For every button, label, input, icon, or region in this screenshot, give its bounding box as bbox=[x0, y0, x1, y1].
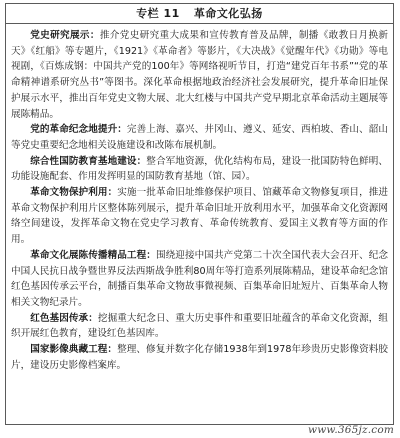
box-content bbox=[11, 28, 388, 373]
paragraph-relics-protection bbox=[11, 185, 388, 248]
feature-box bbox=[5, 3, 394, 425]
paragraph-red-gene bbox=[11, 311, 388, 342]
paragraph-lead: 党的革命纪念地提升： bbox=[30, 124, 127, 136]
paragraph-text: 围绕迎接中国共产党第二十次全国代表大会召开、纪念中国人民抗日战争暨世界反法西斯战争胜利80周年等打造系列展陈精品，建设革命纪念馆红色基因传承云平台，制播百集革命文物故事微视频、百集革命旧址短片、百集革命人物相关文物纪录片。 bbox=[11, 249, 389, 308]
paragraph-lead: 革命文化展陈传播精品工程： bbox=[30, 249, 156, 261]
paragraph-text: 整理、修复并数字化存储1938年到1978年珍贵历史影像资料胶片，建设历史影像档案库。 bbox=[11, 344, 388, 371]
box-title: 革命文化弘扬 bbox=[193, 7, 263, 20]
paragraph-lead: 党史研究展示： bbox=[30, 30, 100, 41]
paragraph-party-history bbox=[11, 28, 388, 122]
box-label: 专栏 11 bbox=[136, 7, 180, 20]
paragraph-text: 挖掘重大纪念日、重大历史事件和重要旧址蕴含的革命文化资源，组织开展红色教育，建设红色基因库。 bbox=[11, 312, 389, 340]
paragraph-text: 完善上海、嘉兴、井冈山、遵义、延安、西柏坡、香山、韶山等党史重要纪念地相关设施建设和改陈布展机制。 bbox=[11, 124, 389, 151]
paragraph-text: 推介党史研究重大成果和宣传教育普及品牌，制播《敢教日月换新天》《红船》等专题片，《1921》《革命者》等影片，《大决战》《觉醒年代》《功勋》等电视剧，《百炼成钢：中国共产党的100年》等网络视听节目，打造“建党百年书系”“党的革命精神谱系研究丛书”等图书。深化革命根据地政治经济社会发展研究，提升革命旧址保护展示水平，推出百年党史文物大展、北大红楼与中国共产党早期北京革命活动主题展等展陈精品。 bbox=[11, 30, 389, 120]
site-watermark: www.365jz.com bbox=[308, 424, 394, 436]
paragraph-film-archive bbox=[11, 342, 388, 373]
paragraph-text: 整合军地资源，优化结构布局，建设一批国防特色鲜明、功能设施配套、作用发挥明显的国防教育基地（馆、园）。 bbox=[11, 155, 389, 183]
paragraph-lead: 革命文物保护利用： bbox=[30, 187, 118, 199]
paragraph-text: 实施一批革命旧址维修保护项目、馆藏革命文物修复项目，推进革命文物保护利用片区整体陈列展示，提升革命旧址开放利用水平，加强革命文化资源网络空间建设，发挥革命文物在党史学习教育、革命传统教育、爱国主义教育等方面的作用。 bbox=[11, 187, 389, 246]
paragraph-exhibition-works bbox=[11, 248, 388, 311]
paragraph-lead: 综合性国防教育基地建设： bbox=[30, 155, 147, 167]
paragraph-memorial-sites bbox=[11, 122, 388, 153]
paragraph-lead: 国家影像典藏工程： bbox=[30, 344, 118, 356]
paragraph-defense-education bbox=[11, 154, 388, 185]
paragraph-lead: 红色基因传承： bbox=[30, 312, 98, 324]
box-header bbox=[6, 4, 393, 24]
